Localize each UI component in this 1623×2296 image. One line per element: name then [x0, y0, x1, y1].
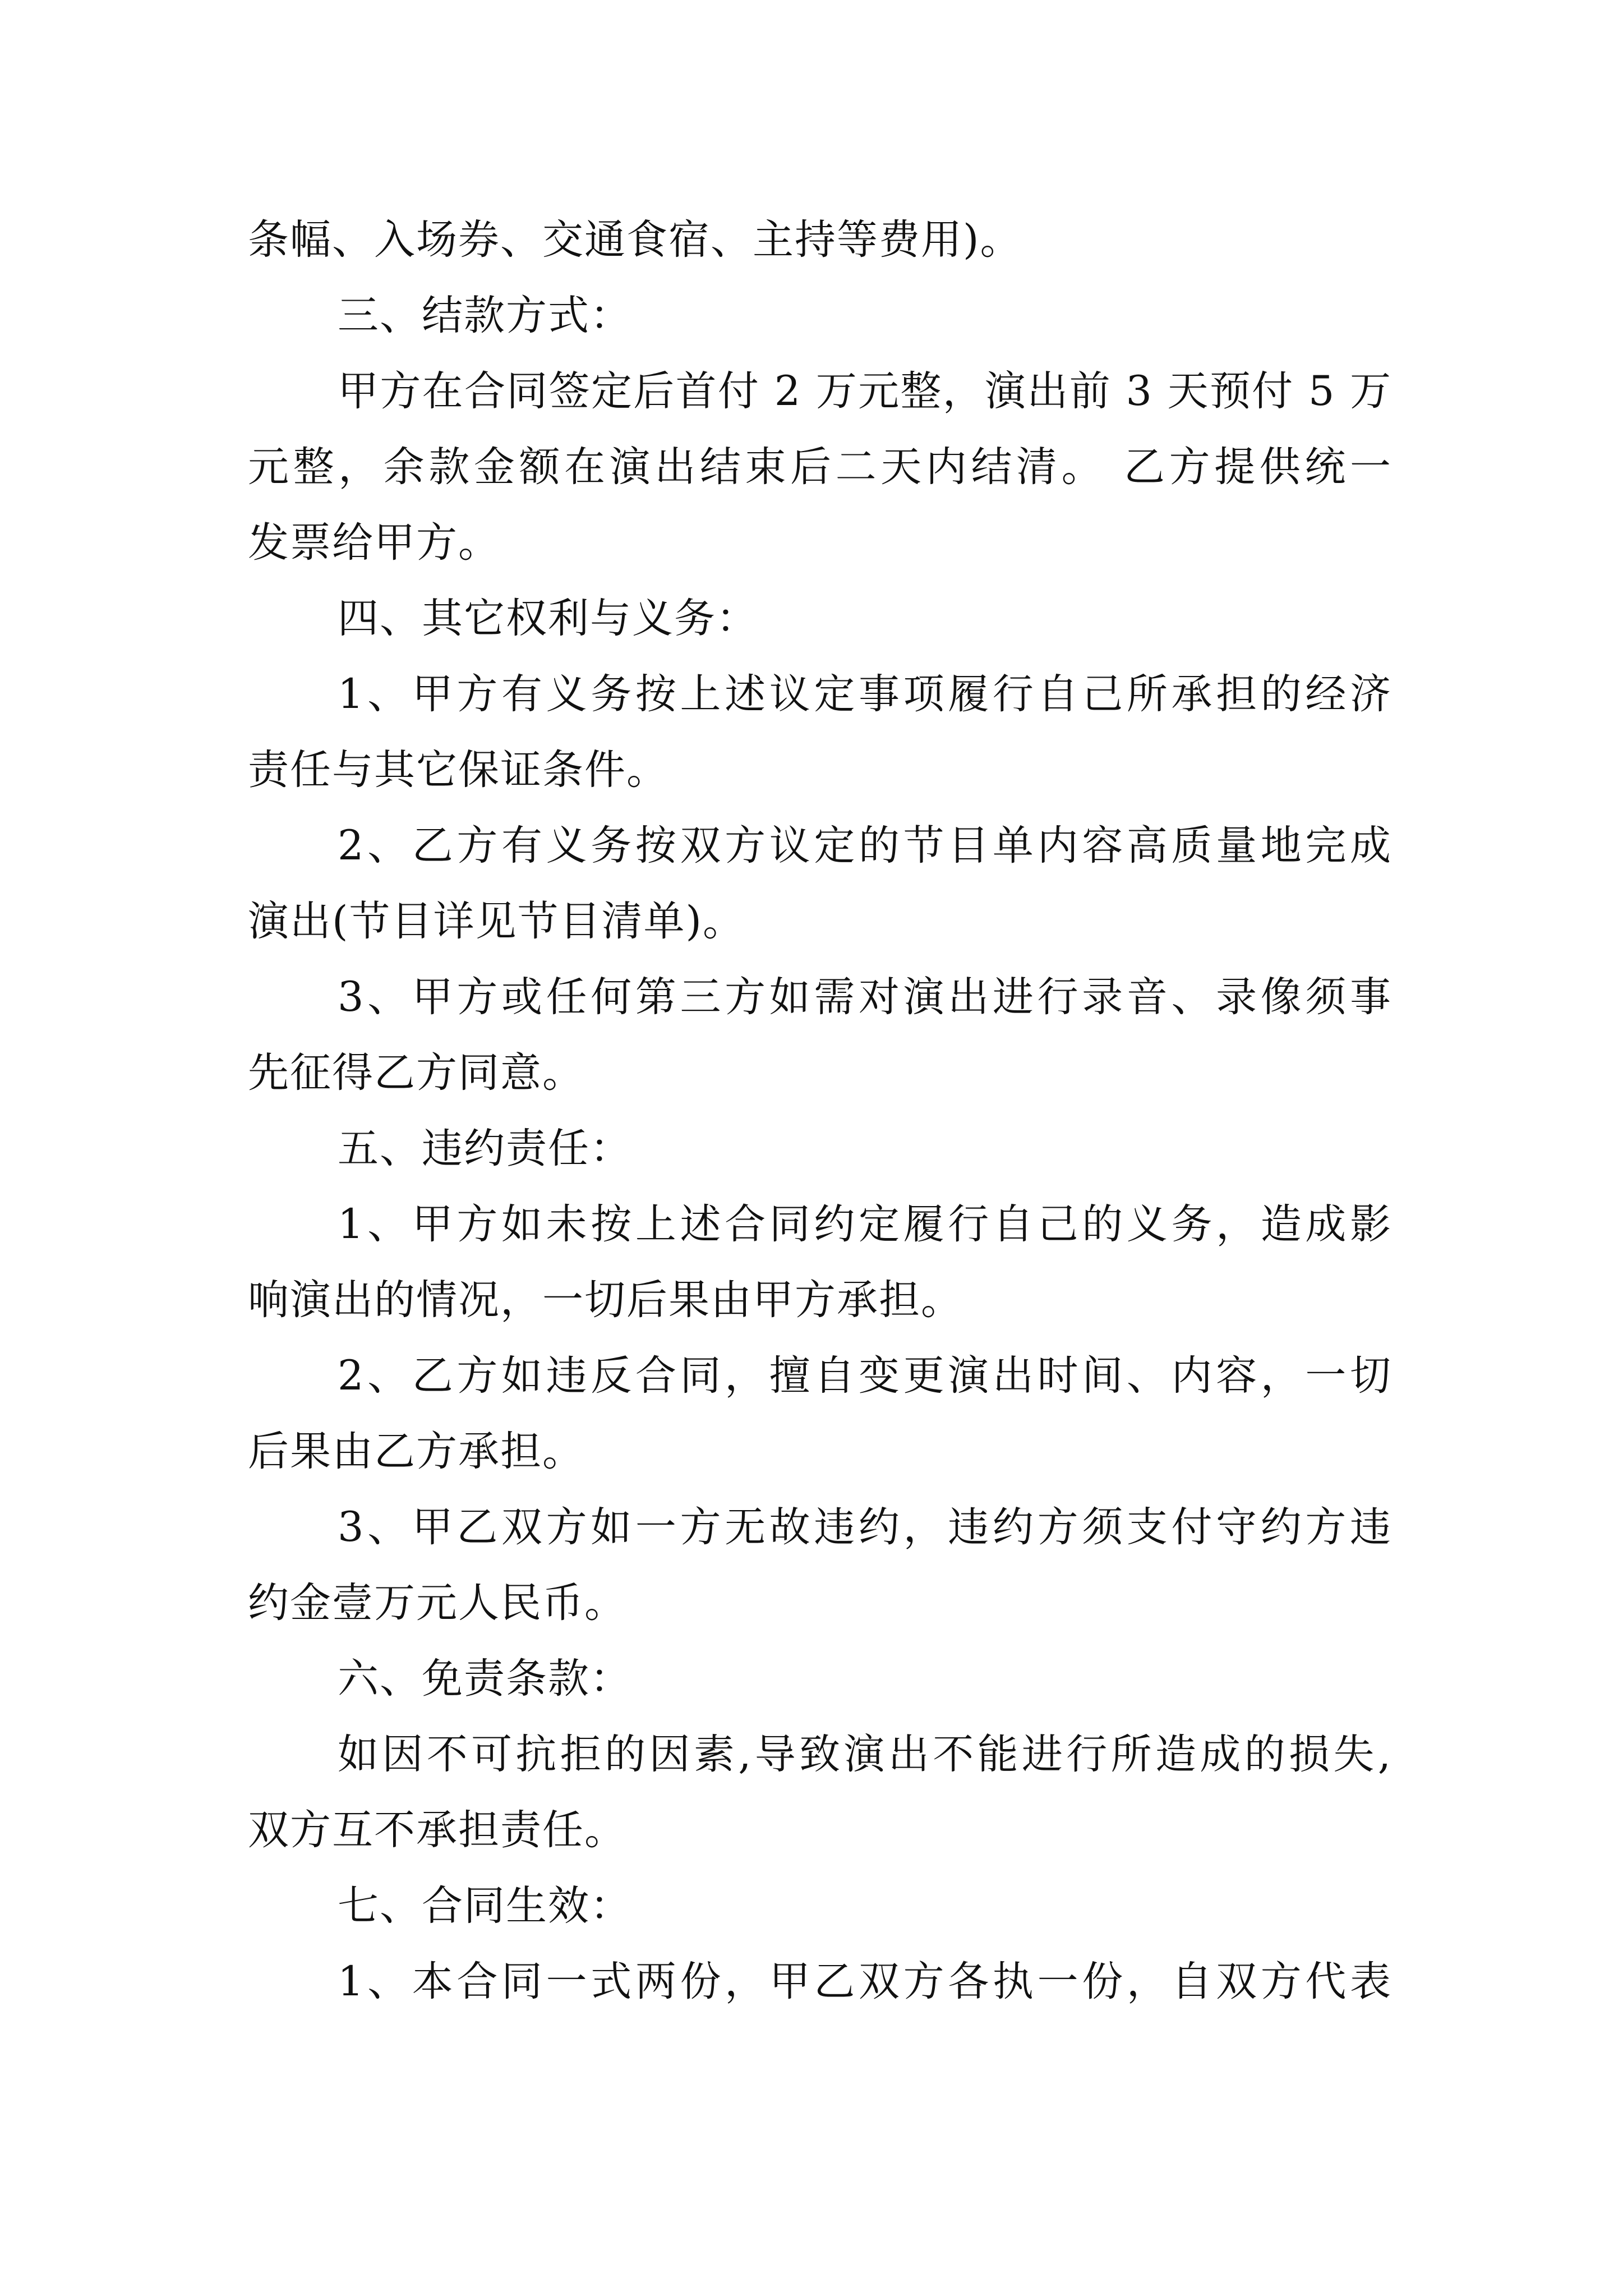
- text-line: 五、违约责任：: [338, 1125, 632, 1172]
- text-line: 1、本合同一式两份，甲乙双方各执一份，自双方代表: [338, 1958, 1392, 2005]
- text-line: 如因不可抗拒的因素,导致演出不能进行所造成的损失,: [338, 1731, 1392, 1778]
- contract-body-text: [248, 202, 1392, 2019]
- text-line: 先征得乙方同意。: [248, 1049, 584, 1097]
- text-line: 3、甲乙双方如一方无故违约，违约方须支付守约方违: [338, 1503, 1392, 1551]
- text-line: 1、甲方如未按上述合同约定履行自己的义务，造成影: [338, 1200, 1392, 1248]
- text-line: 七、合同生效：: [338, 1882, 632, 1930]
- text-line: 元整，余款金额在演出结束后二天内结清。 乙方提供统一: [248, 443, 1392, 491]
- text-line: 响演出的情况，一切后果由甲方承担。: [248, 1276, 963, 1324]
- text-line: 2、乙方有义务按双方议定的节目单内容高质量地完成: [338, 822, 1392, 869]
- text-line: 发票给甲方。: [248, 519, 500, 567]
- text-line: 条幅、入场券、交通食宿、主持等费用)。: [248, 216, 1022, 264]
- text-line: 四、其它权利与义务：: [338, 595, 758, 642]
- text-line: 三、结款方式：: [338, 292, 632, 339]
- text-line: 2、乙方如违反合同，擅自变更演出时间、内容，一切: [338, 1352, 1392, 1400]
- text-line: 甲方在合同签定后首付 2 万元整，演出前 3 天预付 5 万: [338, 367, 1392, 415]
- text-line: 3、甲方或任何第三方如需对演出进行录音、录像须事: [338, 973, 1392, 1021]
- text-line: 双方互不承担责任。: [248, 1806, 626, 1854]
- text-line: 六、免责条款：: [338, 1655, 632, 1703]
- text-line: 1、甲方有义务按上述议定事项履行自己所承担的经济: [338, 670, 1392, 718]
- text-line: 责任与其它保证条件。: [248, 746, 668, 794]
- text-line: 演出(节目详见节目清单)。: [248, 898, 745, 945]
- text-line: 约金壹万元人民币。: [248, 1579, 626, 1627]
- text-line: 后果由乙方承担。: [248, 1428, 584, 1475]
